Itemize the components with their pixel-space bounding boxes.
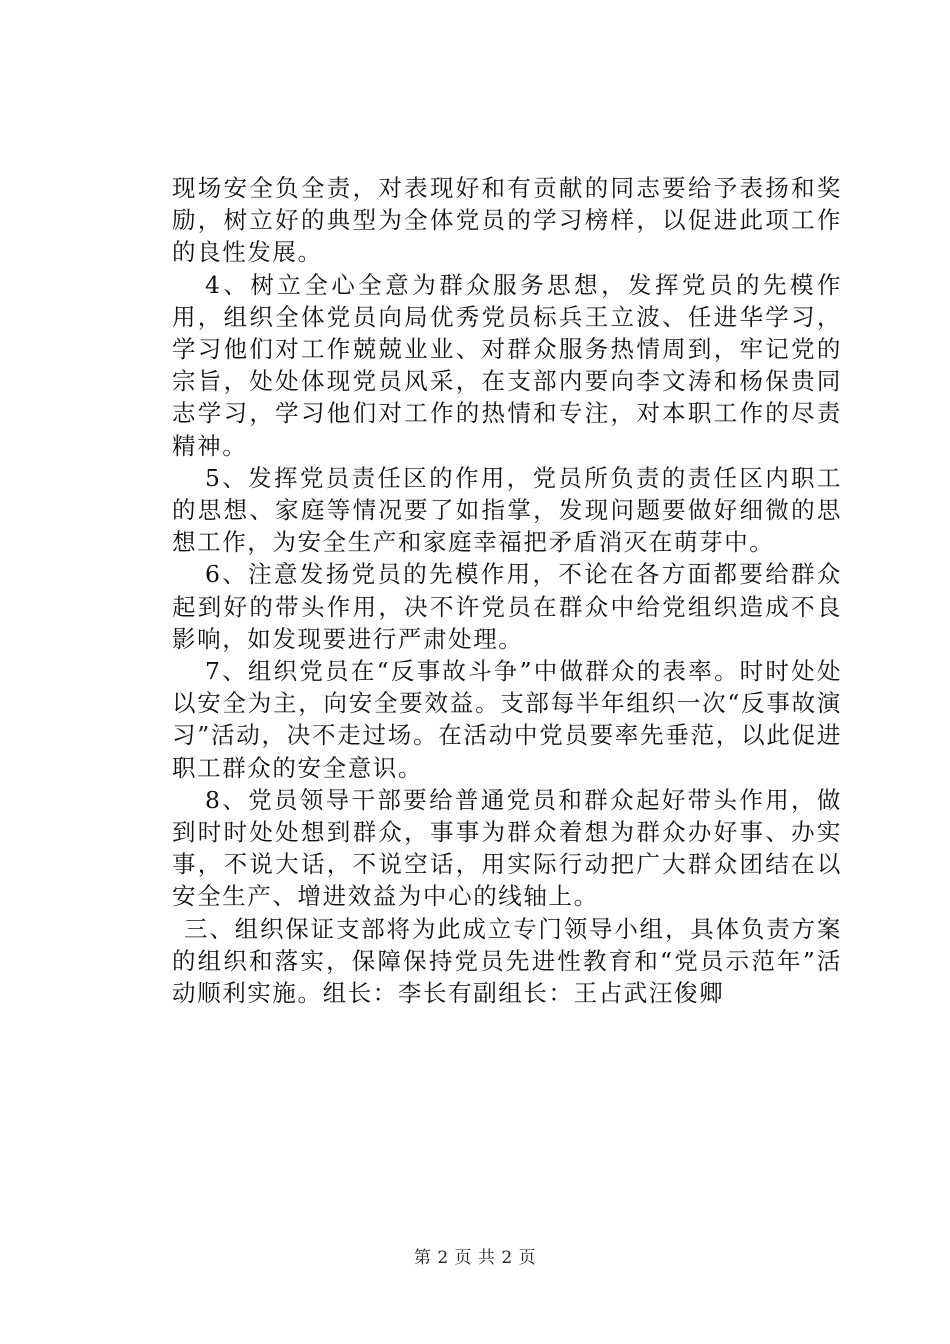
paragraph-item-5: 5、发挥党员责任区的作用，党员所负责的责任区内职工的思想、家庭等情况要了如指掌，发现问题要做好细微的思想工作，为安全生产和家庭幸福把矛盾消灭在萌芽中。 [172, 463, 842, 557]
paragraph-section-3: 三、组织保证支部将为此成立专门领导小组，具体负责方案的组织和落实，保障保持党员先进性教育和“党员示范年”活动顺利实施。组长：李长有副组长：王占武汪俊卿 [172, 914, 842, 1008]
document-body [172, 172, 842, 1009]
paragraph-item-8: 8、党员领导干部要给普通党员和群众起好带头作用，做到时时处处想到群众，事事为群众着想为群众办好事、办实事，不说大话，不说空话，用实际行动把广大群众团结在以安全生产、增进效益为中心的线轴上。 [172, 785, 842, 911]
paragraph-item-4: 4、树立全心全意为群众服务思想，发挥党员的先模作用，组织全体党员向局优秀党员标兵王立波、任进华学习，学习他们对工作兢兢业业、对群众服务热情周到，牢记党的宗旨，处处体现党员风采，在支部内要向李文涛和杨保贵同志学习，学习他们对工作的热情和专注，对本职工作的尽责精神。 [172, 270, 842, 460]
page-number-footer: 第 2 页 共 2 页 [413, 1248, 537, 1268]
paragraph-continued: 现场安全负全责，对表现好和有贡献的同志要给予表扬和奖励，树立好的典型为全体党员的学习榜样，以促进此项工作的良性发展。 [172, 174, 842, 267]
paragraph-item-6: 6、注意发扬党员的先模作用，不论在各方面都要给群众起到好的带头作用，决不许党员在群众中给党组织造成不良影响，如发现要进行严肃处理。 [172, 560, 842, 653]
paragraph-item-7: 7、组织党员在“反事故斗争”中做群众的表率。时时处处以安全为主，向安全要效益。支部每半年组织一次“反事故演习”活动，决不走过场。在活动中党员要率先垂范，以此促进职工群众的安全意识。 [172, 657, 842, 782]
